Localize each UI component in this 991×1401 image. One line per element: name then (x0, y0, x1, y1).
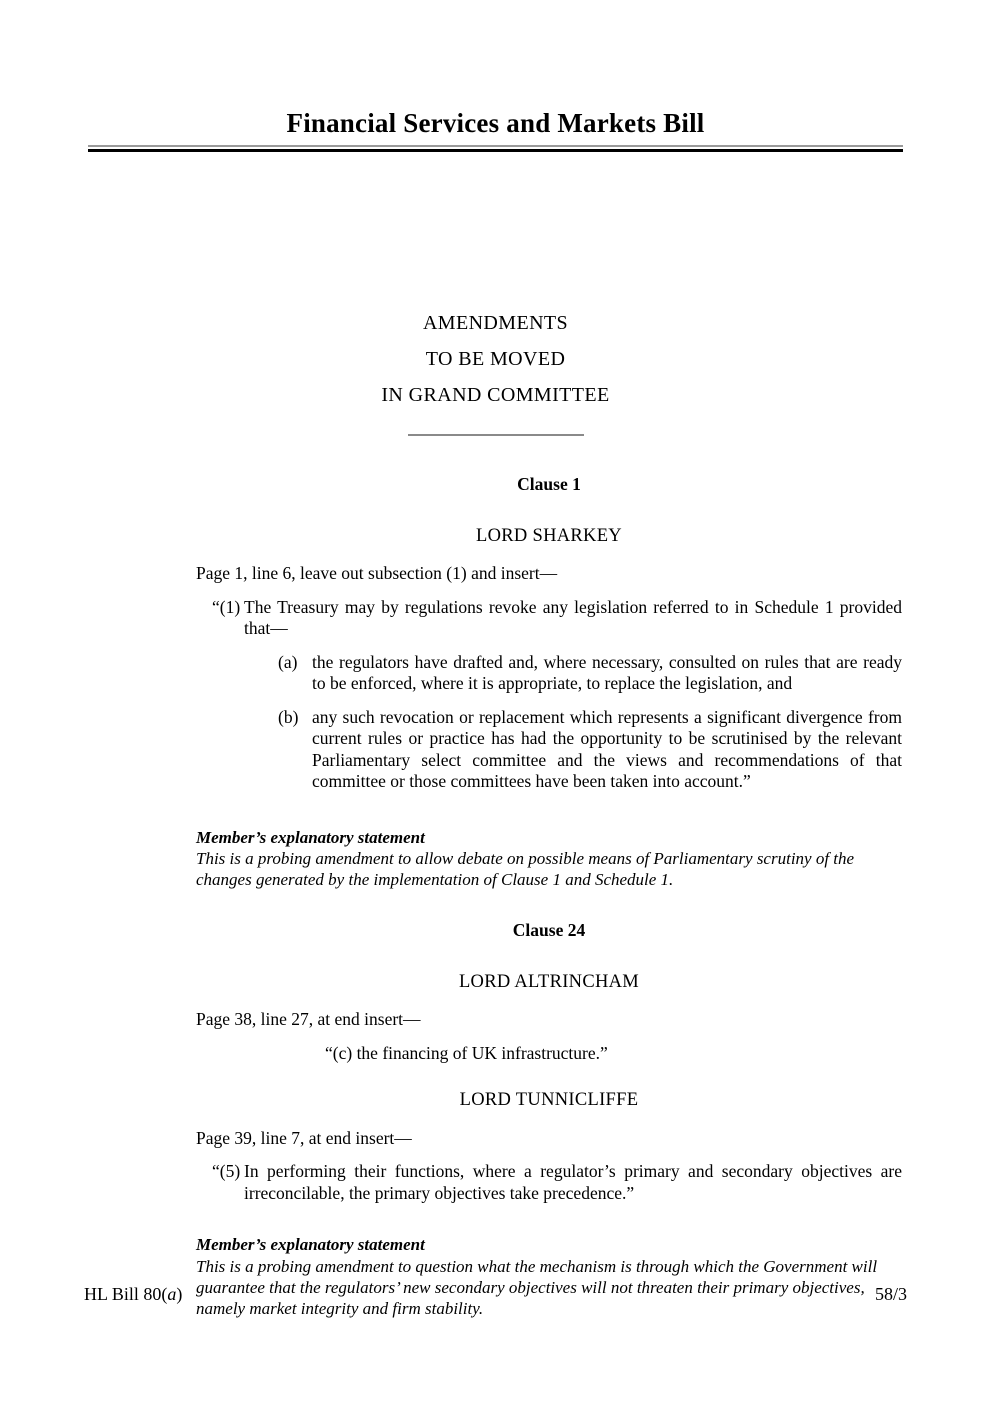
subsection-marker-5: “(5) (212, 1161, 241, 1181)
amendment-instruction-24b: Page 39, line 7, at end insert— (196, 1127, 412, 1148)
title-double-rule (88, 145, 903, 152)
member-name-tunnicliffe: LORD TUNNICLIFFE (459, 1090, 639, 1110)
sub-item-text-a: the regulators have drafted and, where necessary, consulted on rules that are ready to be enforced, where it is appropriate, to replace the legislation, and (312, 651, 902, 693)
subsection-text-1: The Treasury may by regulations revoke any legislation referred to in Schedule 1 provided that— (244, 596, 902, 638)
inserted-paragraph-c: “(c) the financing of UK infrastructure.” (325, 1042, 608, 1063)
page-title: Financial Services and Markets Bill (286, 108, 705, 138)
footer-bill-suffix: ) (176, 1284, 183, 1304)
sub-item-marker-a: (a) (278, 651, 298, 672)
heading-line-in-grand-committee: IN GRAND COMMITTEE (381, 384, 610, 406)
footer-page-reference: 58/3 (874, 1284, 907, 1304)
title-rule-thick (88, 149, 903, 152)
heading-line-to-be-moved: TO BE MOVED (425, 348, 566, 370)
footer-bill-italic: a (167, 1284, 177, 1304)
footer-bill-number (84, 1284, 182, 1305)
explanatory-heading-1: Member’s explanatory statement (196, 827, 425, 847)
sub-item-a (196, 652, 902, 695)
amendment-instruction-1: Page 1, line 6, leave out subsection (1) and insert— (196, 563, 558, 583)
subsection-text-5: In performing their functions, where a regulator’s primary and secondary objectives are irreconcilable, the primary objectives take precedence.” (244, 1161, 902, 1203)
quoted-subsection-5 (196, 1161, 902, 1204)
subsection-marker-1: “(1) (212, 596, 241, 617)
explanatory-body-2: This is a probing amendment to question what the mechanism is through which the Government will guarantee that the regulators’ new secondary objectives will not threaten their primary objectives, namely market integrity and firm stability. (196, 1256, 878, 1318)
sub-item-b (196, 707, 902, 793)
section-divider-rule (408, 434, 584, 436)
member-name-altrincham: LORD ALTRINCHAM (458, 971, 640, 992)
clause-heading-1: Clause 1 (517, 474, 581, 494)
amendment-instruction-24a: Page 38, line 27, at end insert— (196, 1009, 421, 1029)
sub-item-text-b: any such revocation or replacement which represents a significant divergence from current rules or practice has had the opportunity to be scrutinised by the relevant Parliamentary select committee and the views and recommendations of that committee or those committees have been taken into account.” (312, 706, 902, 791)
explanatory-heading-2: Member’s explanatory statement (196, 1235, 425, 1254)
quoted-subsection-1 (196, 597, 902, 640)
amendments-heading-block (0, 305, 991, 413)
member-name-sharkey: LORD SHARKEY (476, 525, 622, 546)
clause-heading-24: Clause 24 (512, 920, 586, 940)
heading-line-amendments: AMENDMENTS (422, 312, 569, 334)
document-body (196, 474, 902, 1319)
title-rule-thin (88, 145, 903, 147)
explanatory-body-1: This is a probing amendment to allow debate on possible means of Parliamentary scrutiny of the changes generated by the implementation of Clause 1 and Schedule 1. (196, 849, 855, 889)
page-footer (84, 1284, 907, 1305)
footer-bill-prefix: HL Bill 80( (84, 1284, 168, 1304)
sub-item-marker-b: (b) (278, 706, 299, 727)
